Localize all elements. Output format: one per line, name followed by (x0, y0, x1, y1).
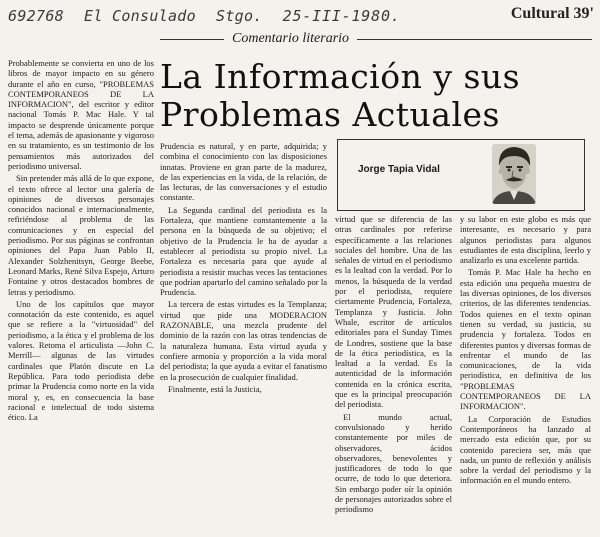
paragraph: Tomás P. Mac Hale ha hecho en esta edición una pequeña muestra de las diversas opiniones, de los diversos criterios, de las diferentes tendencias. Todos quienes en el texto opinan tienen su verdad, su justicia, su prudencia y fortaleza. Todos en diferentes puntos y diversas formas de enfrentar el mundo de las comunicaciones, de la vida periodística, en definitiva de los "PROBLEMAS CONTEMPORANEOS DE LA INFORMACION". (460, 267, 591, 412)
rubric (160, 31, 592, 47)
paragraph: Finalmente, está la Justicia, (168, 383, 262, 394)
paragraph: virtud que se diferencia de las otras cardinales por referirse específicamente a las relaciones sociales del hombre. Una de las señales de virtud en el periodismo es la lealtad con la verdad. Por lo menos, la búsqueda de la verdad por el periodista, requiere ciertamente Prudencia, Fortaleza, Templanza y Justicia. John Whale, escritor de artículos editoriales para el Sunday Times de Londres, sostiene que la base de la ética periodística, es la lealtad a la verdad. Es la autenticidad de la información contenida en la crónica escrita, que es la principal preocupación del periodista. (335, 214, 452, 410)
paragraph: y su labor en este globo es más que interesante, es necesario y para algunos periodistas para algunos estudiantes de esta disciplina, leerlo y analizarlo es una excelente partida. (460, 214, 591, 266)
city-name: Stgo. (215, 7, 263, 25)
section-label: Cultural 39' (510, 5, 594, 22)
byline-box (337, 139, 585, 211)
headline: La Información y sus Problemas Actuales (160, 57, 521, 134)
newspaper-name: El Consulado (84, 7, 196, 25)
paragraph: La Corporación de Estudios Contemporáneos ha lanzado al mercado esta edición que, por su contenido pareciera ser, más que nada, un punto de reflexión y análisis sobre la verdad del periodismo y la información en el mundo entero. (460, 413, 591, 486)
article-column-1 (8, 58, 154, 533)
portrait-drawing (492, 144, 536, 204)
archive-number: 692768 (8, 7, 64, 25)
handwritten-annotation (8, 6, 458, 26)
publication-date: 25-III-1980. (282, 7, 401, 25)
article-column-4 (460, 214, 591, 533)
rubric-rule-left (160, 39, 224, 40)
paragraph: Uno de los capítulos que mayor connotación da este contenido, es aquel que se refiere a la "virtuosidad" del periodismo, a la ética y el problema de los valores. Retoma el articulista —John C. Merrill— algunas de las virtudes cardinales que Platón discute en La República. Para todo periodista debe primar la Prudencia como norte en la vida moral y, es, en consecuencia la base racional e intelectual de todo sistema ético. La (8, 298, 154, 423)
article-column-3 (335, 214, 452, 533)
paragraph: Sin pretender más allá de lo que expone, el texto ofrece al lector una galería de opiniones de diversos personajes conocidos nacional e internacionalmente, refiriéndose al problema de las comunicaciones y en especial del periodismo. Por sus páginas se confrontan opiniones del Papa Juan Pablo II, Alexander Solzhenitsyn, George Beebe, Leonard Marks, René Silva Espejo, Arturo Fontaine y otros destacados hombres de letras y periodismo. (8, 173, 154, 297)
paragraph: Prudencia es natural, y en parte, adquirida; y combina el conocimiento con las disposiciones innatas. Proviene en gran parte de la madurez, de las experiencias en la vida, de la relación, de las lecturas, de las conversaciones y el estudio constante. (160, 141, 327, 203)
paragraph: La Segunda cardinal del periodista es la Fortaleza, que mantiene constantemente a la persona en la búsqueda de su objetivo; el objetivo de la Prudencia le ha de ayudar a establecer al periodista su propio nivel. La Fortaleza es necesaria para que ayude al periodista a resistir muchas veces las tentaciones que podrían apartarlo del camino señalado por la Prudencia. (160, 204, 327, 298)
author-portrait-icon (492, 144, 536, 204)
paragraph: La tercera de estas virtudes es la Templanza; virtud que pide una MODERACION RAZONABLE, una mezcla prudente del dominio de la razón con las otras tendencias de la naturaleza humana. Esta virtud ayuda y confiere armonía y proporción a la vida moral del periodista; la que ayuda a evitar el fanatismo en la prosecución de cualquier finalidad. (160, 299, 327, 382)
rubric-rule-right (357, 39, 592, 40)
rubric-label: Comentario literario (232, 31, 350, 46)
article-column-2 (160, 141, 327, 533)
paragraph: El mundo actual, convulsionado y herido constantemente por miles de observadores, ácidos observadores, benevolentes y justificadores de todo lo que ocurre, de todo lo que deteriora. Sin embargo poder oír la opinión de personajes autorizados sobre el periodismo (335, 411, 452, 515)
byline: Jorge Tapia Vidal (358, 164, 440, 175)
paragraph: Probablemente se convierta en uno de los libros de mayor impacto en su género durante el año en curso, "PROBLEMAS CONTEMPORANEOS DE LA INFORMACION", del escritor y editor nacional Tomás P. Mac Hale. Y tal impacto se desprende únicamente porque el tema, además de apasionante y vigoroso en su tratamiento, es un testimonio de los pensamientos más autorizados del periodismo universal. (8, 58, 154, 171)
